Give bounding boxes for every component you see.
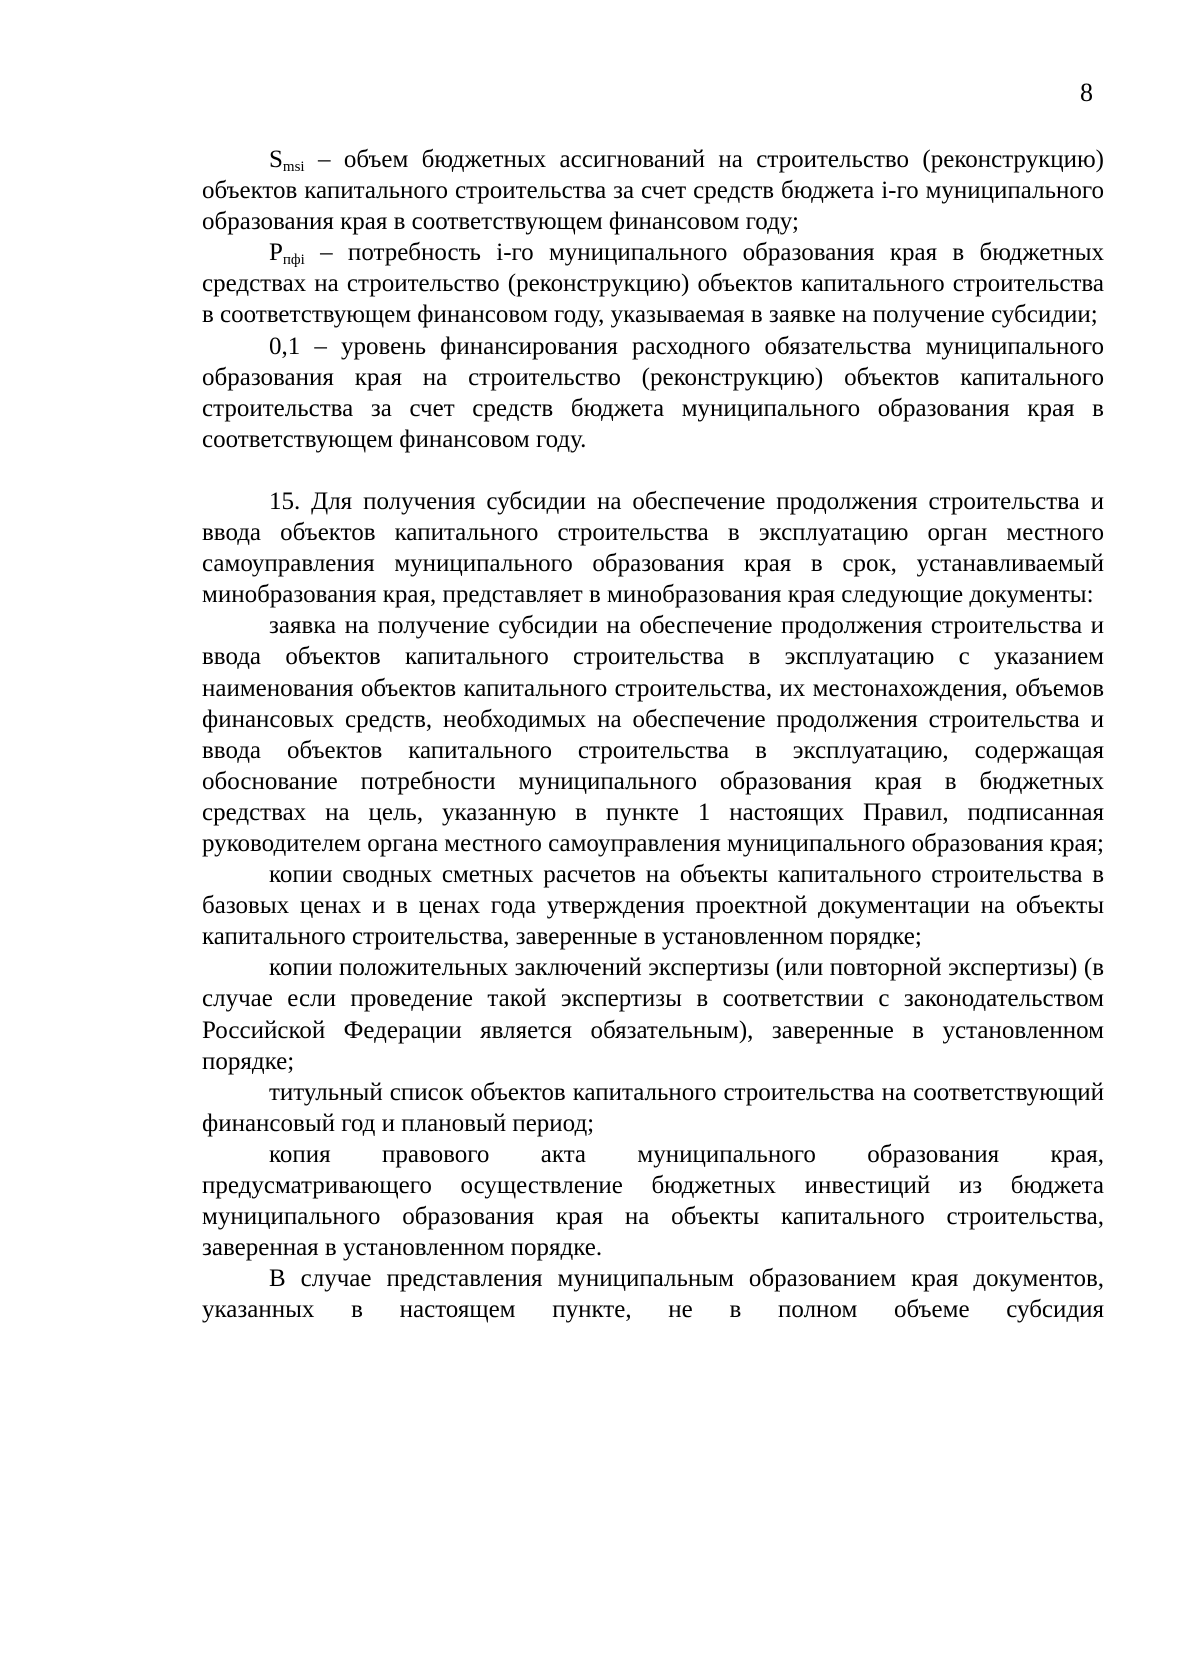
section-15-closing: В случае представления муниципальным образованием края документов, указанных в настоящем пункте, не в полном объеме субсидия [202, 1265, 1104, 1324]
definition-ppfi [202, 237, 1104, 330]
definition-text: – потребность i-го муниципального образования края в бюджетных средствах на строительство (реконструкцию) объектов капитального строительства в соответствующем финансовом году, указываемая в заявке на получение субсидии; [202, 239, 1104, 329]
section-15-intro: 15. Для получения субсидии на обеспечение продолжения строительства и ввода объектов капитального строительства в эксплуатацию орган местного самоуправления муниципального образования края в срок, устанавливаемый минобразования края, представляет в минобразования края следующие документы: [202, 487, 1104, 609]
document-list-item: заявка на получение субсидии на обеспечение продолжения строительства и ввода объектов капитального строительства в эксплуатацию с указанием наименования объектов капитального строительства, их местонахождения, объемов финансовых средств, необходимых на обеспечение продолжения строительства и ввода объектов капитального строительства в эксплуатацию, содержащая обоснование потребности муниципального образования края в бюджетных средствах на цель, указанную в пункте 1 настоящих Правил, подписанная руководителем органа местного самоуправления муниципального образования края; [202, 612, 1104, 857]
formula-subscript: пфi [282, 252, 305, 269]
formula-subscript: msi [282, 159, 305, 175]
document-body [202, 144, 1104, 1325]
document-list-item: копия правового акта муниципального образования края, предусматривающего осуществление бюджетных инвестиций из бюджета муниципального образования края на объекты капитального строительства, заверенная в установленном порядке. [202, 1140, 1104, 1262]
definition-smsi [202, 144, 1104, 237]
definition-text: – объем бюджетных ассигнований на строительство (реконструкцию) объектов капитального строительства за счет средств бюджета i-го муниципального образования края в соответствующем финансовом году; [202, 146, 1104, 236]
formula-symbol: $S_{msi}$ [269, 146, 305, 175]
definition-text: – уровень финансирования расходного обязательства муниципального образования края на строительство (реконструкцию) объектов капитального строительства за счет средств бюджета муниципального образования края в соответствующем финансовом году. [202, 332, 1104, 453]
document-list-item: копии положительных заключений экспертизы (или повторной экспертизы) (в случае если проведение такой экспертизы в соответствии с законодательством Российской Федерации является обязательным), заверенные в установленном порядке; [202, 954, 1104, 1075]
document-list-item: титульный список объектов капитального строительства на соответствующий финансовый год и плановый период; [202, 1078, 1104, 1137]
document-list-item: копии сводных сметных расчетов на объекты капитального строительства в базовых ценах и в ценах года утверждения проектной документации на объекты капитального строительства, заверенные в установленном порядке; [202, 861, 1104, 951]
page-number: 8 [1080, 78, 1093, 107]
formula-symbol: 0,1 [269, 332, 301, 360]
formula-symbol: $P_{пфi}$ [269, 239, 305, 269]
definition-coefficient [202, 331, 1104, 455]
